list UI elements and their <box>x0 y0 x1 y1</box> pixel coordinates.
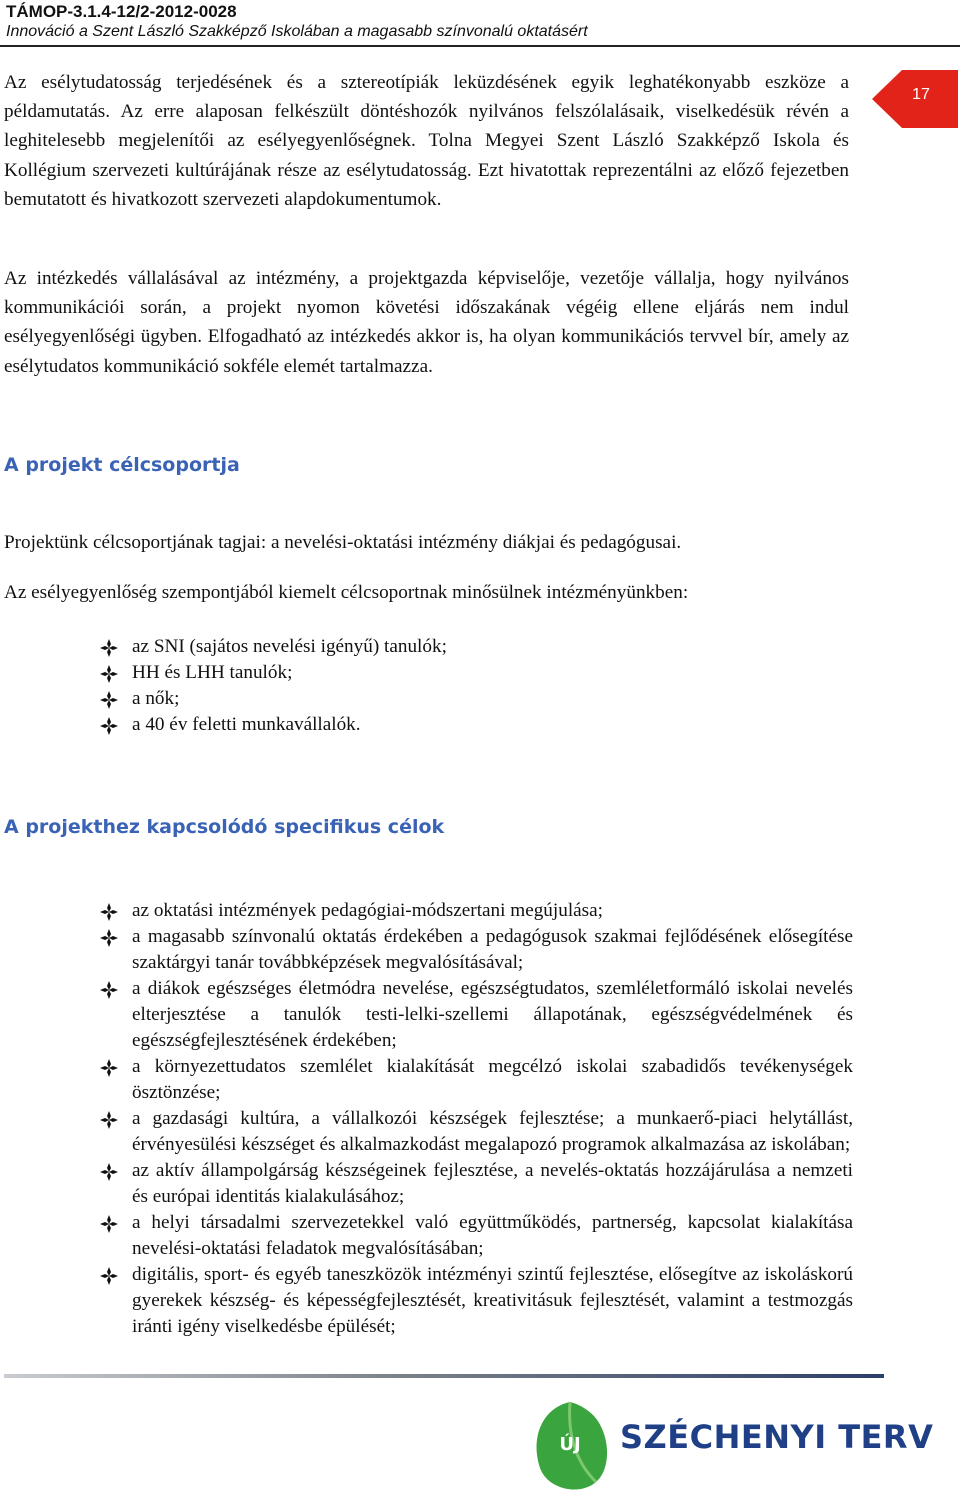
diamond-bullet-icon <box>100 1111 118 1129</box>
diamond-bullet-icon <box>100 717 118 735</box>
diamond-bullet-icon <box>100 1059 118 1077</box>
diamond-bullet-icon <box>100 981 118 999</box>
document-header <box>6 2 588 42</box>
diamond-bullet-icon <box>100 929 118 947</box>
heading-target-group: A projekt célcsoportja <box>4 454 240 476</box>
list-item: digitális, sport- és egyéb taneszközök intézményi szintű fejlesztése, elősegítve az iskoláskorú gyerekek készség- és képességfejlesztését, kreativitásuk fejlesztését, valamint a testmozgás iránti igény viselkedésbe épülését; <box>0 1262 853 1340</box>
list-item: a 40 év feletti munkavállalók. <box>0 712 514 738</box>
list-item: a gazdasági kultúra, a vállalkozói készségek fejlesztése; a munkaerő-piaci helytállást, érvényesülési készséget és alkalmazkodást megalapozó programok alkalmazása az iskolában; <box>0 1106 853 1158</box>
paragraph-commitment: Az intézkedés vállalásával az intézmény, a projektgazda képviselője, vezetője vállalja, hogy nyilvános kommunikációi során, a projekt nyomon követési időszakának végéig ellene eljárás nem indul esélyegyenlőségi ügyben. Elfogadható az intézkedés akkor is, ha olyan kommunikációs tervvel bír, amely az esélytudatos kommunikáció sokféle elemét tartalmazza. <box>4 268 849 377</box>
list-item: HH és LHH tanulók; <box>0 660 514 686</box>
project-subtitle: Innováció a Szent László Szakképző Iskolában a magasabb színvonalú oktatásért <box>6 23 588 40</box>
list-item: a helyi társadalmi szervezetekkel való együttműködés, partnerség, kapcsolat kialakítása nevelési-oktatási feladatok megvalósításában; <box>0 1210 853 1262</box>
logo-wordmark: SZÉCHENYI TERV <box>620 1418 934 1456</box>
list-item: a diákok egészséges életmódra nevelése, egészségtudatos, szemléletformáló iskolai nevelés elterjesztése a tanulók testi-lelki-szellemi állapotának, egészségvédelmének és egészségfejlesztésének érdekében; <box>0 976 853 1054</box>
list-item: a magasabb színvonalú oktatás érdekében a pedagógusok szakmai fejlődésének elősegítése szaktárgyi tanár továbbképzések megvalósításával; <box>0 924 853 976</box>
diamond-bullet-icon <box>100 691 118 709</box>
diamond-bullet-icon <box>100 903 118 921</box>
project-code: TÁMOP-3.1.4-12/2-2012-0028 <box>6 2 237 21</box>
szechenyi-terv-logo <box>520 1398 934 1498</box>
specific-goals-list <box>0 898 853 1340</box>
paragraph-intro: Az esélytudatosság terjedésének és a sztereotípiák leküzdésének egyik leghatékonyabb eszköze a példamutatás. Az erre alaposan felkészült döntéshozók nyilvános felszólalásaik, viselkedésük révén a leghitelesebb megjelenítői az esélyegyenlőségnek. Tolna Megyei Szent László Szakképző Iskola és Kollégium szervezeti kultúrájának része az esélytudatosság. Ezt hivatottak reprezentálni az előző fejezetben bemutatott és hivatkozott szervezeti alapdokumentumok. <box>4 72 849 210</box>
header-divider <box>0 45 960 47</box>
page-number: 17 <box>912 86 930 103</box>
list-item: az SNI (sajátos nevelési igényű) tanulók; <box>0 634 514 660</box>
paragraph-target-emphasis: Az esélyegyenlőség szempontjából kiemelt célcsoportnak minősülnek intézményünkben: <box>4 582 689 603</box>
logo-badge-text: ÚJ <box>559 1434 581 1455</box>
list-item: az aktív állampolgárság készségeinek fejlesztése, a nevelés-oktatás hozzájárulása a nemzeti és európai identitás kialakulásához; <box>0 1158 853 1210</box>
page-number-badge <box>872 70 958 128</box>
paragraph-target-members: Projektünk célcsoportjának tagjai: a nevelési-oktatási intézmény diákjai és pedagógusai. <box>4 532 682 553</box>
diamond-bullet-icon <box>100 1215 118 1233</box>
diamond-bullet-icon <box>100 1163 118 1181</box>
list-item: a környezettudatos szemlélet kialakítását megcélzó iskolai szabadidős tevékenységek ösztönzése; <box>0 1054 853 1106</box>
list-item: az oktatási intézmények pedagógiai-módszertani megújulása; <box>0 898 853 924</box>
heading-specific-goals: A projekthez kapcsolódó specifikus célok <box>4 816 445 838</box>
diamond-bullet-icon <box>100 1267 118 1285</box>
target-group-list <box>0 634 514 738</box>
diamond-bullet-icon <box>100 639 118 657</box>
list-item: a nők; <box>0 686 514 712</box>
diamond-bullet-icon <box>100 665 118 683</box>
footer-divider <box>4 1374 884 1378</box>
